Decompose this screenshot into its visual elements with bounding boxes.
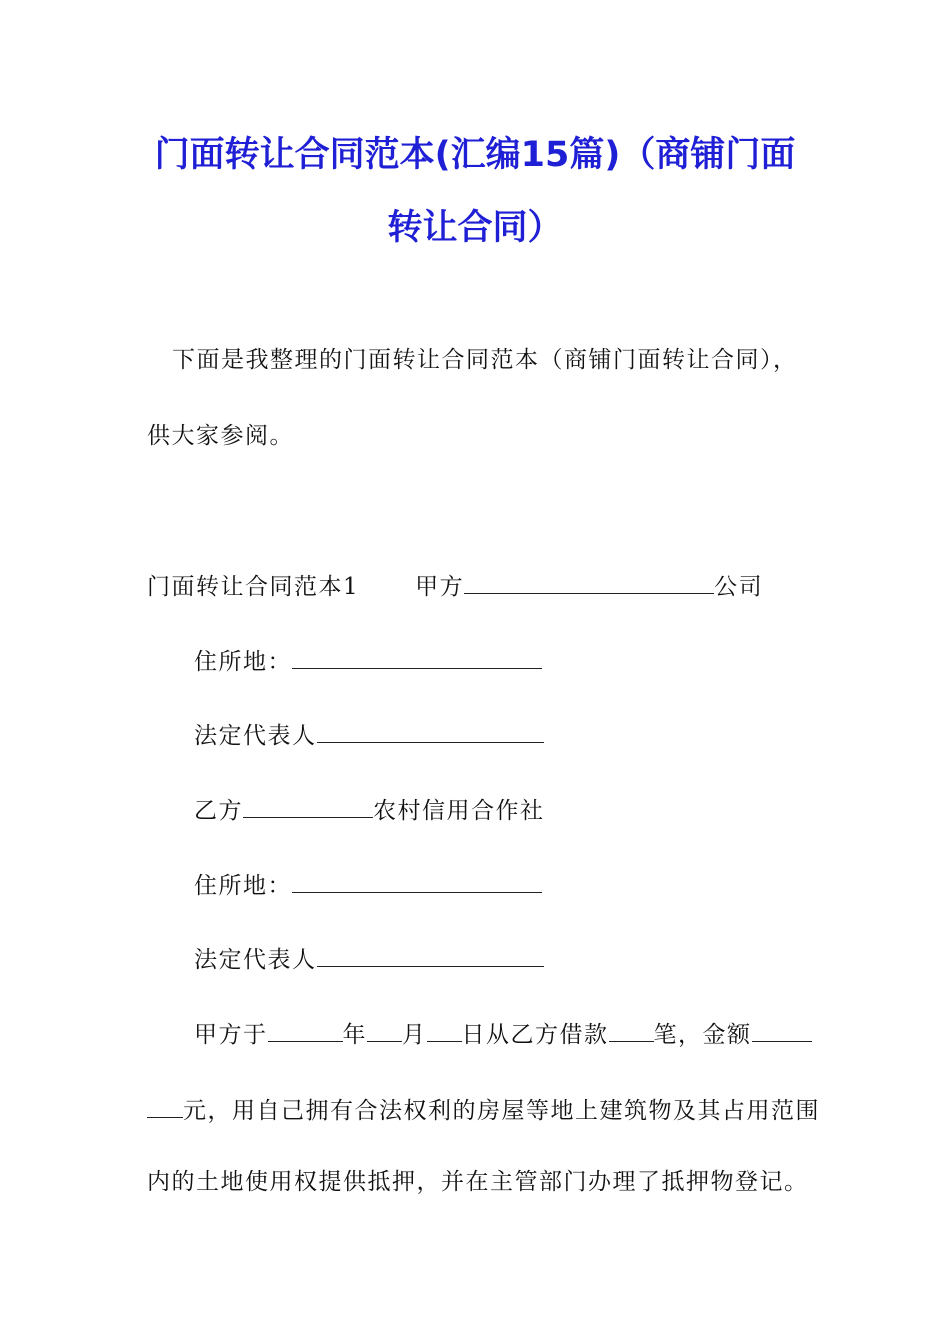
clause-text: 日从乙方借款 (461, 1022, 609, 1048)
document-title-line-1: 门面转让合同范本(汇编15篇)（商铺门面 (154, 135, 796, 175)
party-b-label: 乙方 (194, 798, 243, 824)
party-a-address-label: 住所地： (194, 649, 292, 675)
clause-text: 元，用自己拥有合法权利的房屋等地上建筑物及其占用范围 (183, 1098, 820, 1124)
clause-text: 月 (402, 1022, 427, 1048)
day-blank (427, 1021, 462, 1042)
document-title-line-2: 转让合同） (387, 208, 563, 248)
amount-blank (752, 1021, 812, 1042)
party-a-address-row (194, 648, 542, 674)
clause-text: 笔，金额 (653, 1022, 752, 1048)
party-a-suffix: 公司 (714, 574, 764, 600)
clause-line-2 (147, 1097, 820, 1123)
intro-line-2: 供大家参阅。 (147, 423, 294, 449)
party-b-address-blank (292, 872, 542, 893)
party-b-rep-blank (317, 946, 544, 967)
party-a-address-blank (292, 648, 542, 669)
clause-line-3: 内的土地使用权提供抵押，并在主管部门办理了抵押物登记。 (147, 1169, 809, 1195)
party-a-name-blank (464, 573, 714, 594)
party-a-rep-blank (317, 722, 544, 743)
intro-line-1: 下面是我整理的门面转让合同范本（商铺门面转让合同）， (172, 347, 798, 373)
party-b-row (194, 797, 545, 823)
amount-blank-cont (147, 1097, 183, 1118)
contract-heading-row (147, 573, 763, 599)
party-b-name-blank (243, 797, 373, 818)
party-b-rep-row (194, 946, 544, 972)
contract-heading: 门面转让合同范本1 (147, 574, 360, 600)
party-a-rep-row (194, 722, 544, 748)
party-b-address-label: 住所地： (194, 873, 292, 899)
party-b-address-row (194, 872, 542, 898)
clause-text: 年 (342, 1022, 367, 1048)
party-b-suffix: 农村信用合作社 (373, 798, 545, 824)
month-blank (367, 1021, 402, 1042)
count-blank (609, 1021, 654, 1042)
party-b-rep-label: 法定代表人 (194, 947, 317, 973)
party-a-label: 甲方 (415, 574, 465, 600)
year-blank (268, 1021, 343, 1042)
party-a-rep-label: 法定代表人 (194, 723, 317, 749)
clause-text: 甲方于 (194, 1022, 268, 1048)
clause-line-1 (194, 1021, 812, 1047)
